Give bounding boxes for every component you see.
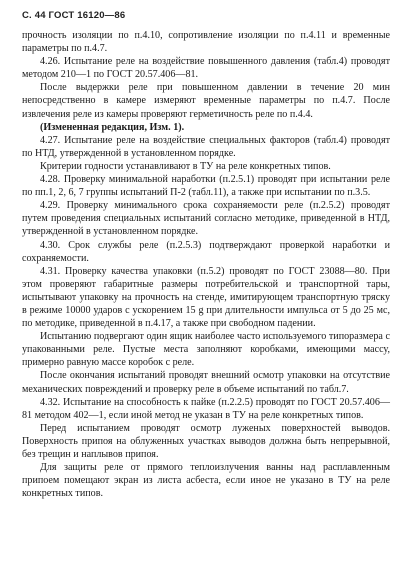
amendment-note: (Измененная редакция, Изм. 1). — [40, 121, 185, 133]
paragraph-4-26-hold: После выдержки реле при повышенном давлении в течение 20 мин непосредственно в камере измеряют временные параметры по п.4.7. После извлечения реле из камеры проверяют герметичность реле по п.4.4. — [22, 82, 390, 120]
paragraph-4-29: 4.29. Проверку минимального срока сохраняемости реле (п.2.5.2) проводят путем проведения специальных испытаний согласно методике, приведенной в НТД, утвержденной в установленном порядке. — [22, 200, 390, 238]
paragraph-4-32-screen: Для защиты реле от прямого теплоизлучения ванны над расплавленным припоем помещают экран из листа асбеста, если иное не указано в ТУ на реле конкретных типов. — [22, 462, 390, 500]
paragraph-4-31: 4.31. Проверку качества упаковки (п.5.2) проводят по ГОСТ 23088—80. При этом проверяют габаритные размеры потребительской и транспортной тары, испытывают упаковку на прочность на стенде, имитирующем транспортную тряску в режиме 10000 ударов с ускорением 15 g при длительности импульса от 5 до 25 мс, по методике, приведенной в п.4.17, а также при свободном падении. — [22, 265, 390, 330]
paragraph-4-32-surface: Перед испытанием проводят осмотр луженых поверхностей выводов. Поверхность припоя на облуженных участках выводов должна быть непрерывной, без трещин и наплывов припоя. — [22, 422, 390, 460]
paragraph-4-31-inspection: После окончания испытаний проводят внешний осмотр упаковки на отсутствие механических повреждений и проверку реле в объеме испытаний по табл.7. — [22, 370, 390, 395]
paragraph-4-27-criteria: Критерии годности устанавливают в ТУ на реле конкретных типов. — [40, 160, 331, 172]
paragraph-4-32: 4.32. Испытание на способность к пайке (п.2.2.5) проводят по ГОСТ 20.57.406—81 методом 402—1, если иной метод не указан в ТУ на реле конкретных типов. — [22, 396, 390, 421]
document-page — [22, 10, 390, 500]
page-header: С. 44 ГОСТ 16120—86 — [22, 10, 126, 21]
paragraph-4-27: 4.27. Испытание реле на воздействие специальных факторов (табл.4) проводят по НТД, утвержденной в установленном порядке. — [22, 134, 390, 159]
document-body — [22, 29, 390, 500]
paragraph-4-31-box: Испытанию подвергают один ящик наиболее часто используемого типоразмера с упакованными реле. Пустые места заполняют коробками, имеющими массу, примерно равную массе коробок с реле. — [22, 331, 390, 369]
paragraph-4-30: 4.30. Срок службы реле (п.2.5.3) подтверждают проверкой наработки и сохраняемости. — [22, 239, 390, 264]
paragraph-4-28: 4.28. Проверку минимальной наработки (п.2.5.1) проводят при испытании реле по пп.1, 2, 6, 7 группы испытаний П-2 (табл.11), а также при испытании по п.3.5. — [22, 174, 390, 199]
paragraph-continuation: прочность изоляции по п.4.10, сопротивление изоляции по п.4.11 и временные параметры по п.4.7. — [22, 30, 390, 55]
paragraph-4-26: 4.26. Испытание реле на воздействие повышенного давления (табл.4) проводят методом 210—1 по ГОСТ 20.57.406—81. — [22, 56, 390, 81]
